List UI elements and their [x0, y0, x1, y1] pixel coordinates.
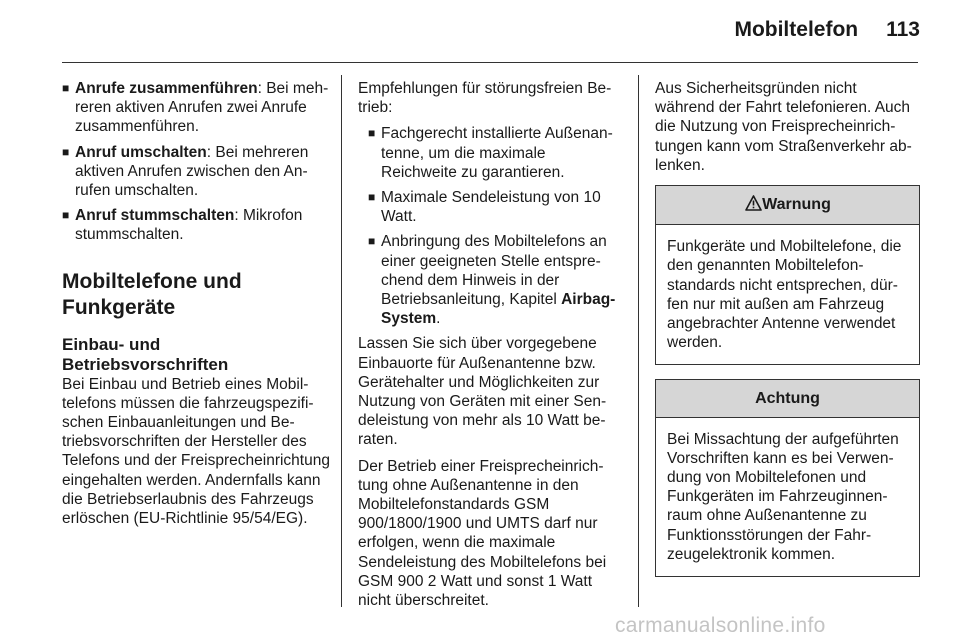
warning-box-body: Funkgeräte und Mobiltelefone, die den genannten Mobiltelefonstandards nicht entsprechen, dürfen nur mit außen am Fahrzeug angebrachter Antenne verwendet werden. — [667, 238, 902, 352]
section-heading: Mobiltelefone und Funkgeräte — [62, 269, 242, 319]
bullet-item — [368, 188, 622, 226]
bullet-mark: ■ — [62, 208, 70, 223]
bullet-mark: ■ — [368, 126, 376, 141]
bullet-mark: ■ — [368, 190, 376, 205]
bullet-text: Maximale Sendeleistung von 10 Watt. — [381, 189, 601, 226]
bullet-mark: ■ — [62, 144, 70, 159]
caution-box-title: Achtung — [656, 380, 919, 417]
column-2 — [358, 79, 622, 617]
column-divider-2 — [638, 75, 639, 607]
bullet-mark: ■ — [368, 234, 376, 249]
page-title: Mobiltelefon — [734, 18, 859, 41]
bullet-text: Fachgerecht installierte Außenantenne, um die maximale Reichweite zu garantieren. — [381, 125, 613, 181]
bullet-text: : Bei mehreren aktiven Anrufen zwei Anrufe zusammenführen. — [75, 80, 329, 136]
subsection-heading: Einbau- und Betriebsvorschriften — [62, 334, 229, 374]
intro-paragraph: Empfehlungen für störungsfreien Betrieb: — [358, 80, 612, 117]
bullet-text: : Bei mehreren aktiven Anrufen zwischen den Anrufen umschalten. — [75, 143, 309, 200]
watermark: carmanualsonline.info — [615, 614, 826, 637]
column-3 — [655, 79, 920, 577]
bullet-item — [368, 232, 622, 328]
body-paragraph: Aus Sicherheitsgründen nicht während der Fahrt telefonieren. Auch die Nutzung von Freisprecheinrichtungen kann vom Straßenverkehr ablenken. — [655, 80, 912, 174]
bullet-text: : Mikrofon stummschalten. — [75, 207, 303, 244]
bullet-term: Anruf umschalten — [75, 143, 207, 161]
warning-title-text: Warnung — [762, 196, 831, 214]
body-paragraph: Der Betrieb einer Freisprecheinrichtung ohne Außenantenne in den Mobiltelefonstandards GSM 900/1800/1900 und UMTS darf nur erfolgen, wenn die maximale Sendeleistung des Mobiltelefons bei GSM 900 2 Watt und sonst 1 Watt nicht überschreitet. — [358, 457, 607, 610]
header-rule — [62, 62, 918, 63]
page-header — [734, 18, 920, 42]
bullet-term: Anrufe zusammenführen — [75, 80, 258, 97]
body-paragraph: Lassen Sie sich über vorgegebene Einbauorte für Außenantenne bzw. Gerätehalter und Möglichkeiten zur Nutzung von Geräten mit einer Sendeleistung von mehr als 10 Watt beraten. — [358, 335, 607, 449]
bullet-term: Anruf stummschalten — [75, 207, 235, 225]
bullet-item — [62, 206, 330, 244]
page-number: 113 — [886, 18, 920, 41]
body-paragraph: Bei Einbau und Betrieb eines Mobiltelefons müssen die fahrzeugspezifischen Einbauanleitungen und Betriebsvorschriften der Hersteller des Telefons und der Freisprecheinrichtung eingehalten werden. Andernfalls kann die Betriebserlaubnis des Fahrzeugs erlöschen (EU-Richtlinie 95/54/EG). — [62, 375, 330, 528]
bullet-item — [368, 124, 622, 182]
warning-box-title — [656, 186, 919, 225]
column-divider-1 — [341, 75, 342, 607]
bullet-item — [62, 143, 330, 201]
warning-box — [655, 185, 920, 365]
bullet-text-end: . — [436, 310, 441, 328]
cross-reference-link[interactable]: Airbag-System — [381, 291, 616, 328]
bullet-mark: ■ — [62, 81, 70, 95]
warning-triangle-icon — [744, 195, 762, 216]
caution-box — [655, 379, 920, 577]
caution-box-body: Bei Missachtung der aufgeführten Vorschriften kann es bei Verwendung von Mobiltelefonen und Funkgeräten im Fahrzeuginnenraum ohne Außenantenne zu Funktionsstörungen der Fahrzeugelektronik kommen. — [667, 430, 899, 563]
column-1 — [62, 79, 330, 535]
bullet-text: Anbringung des Mobiltelefons an einer geeigneten Stelle entsprechend dem Hinweis in der Betriebsanleitung, Kapitel — [381, 233, 607, 309]
bullet-item — [62, 79, 330, 137]
